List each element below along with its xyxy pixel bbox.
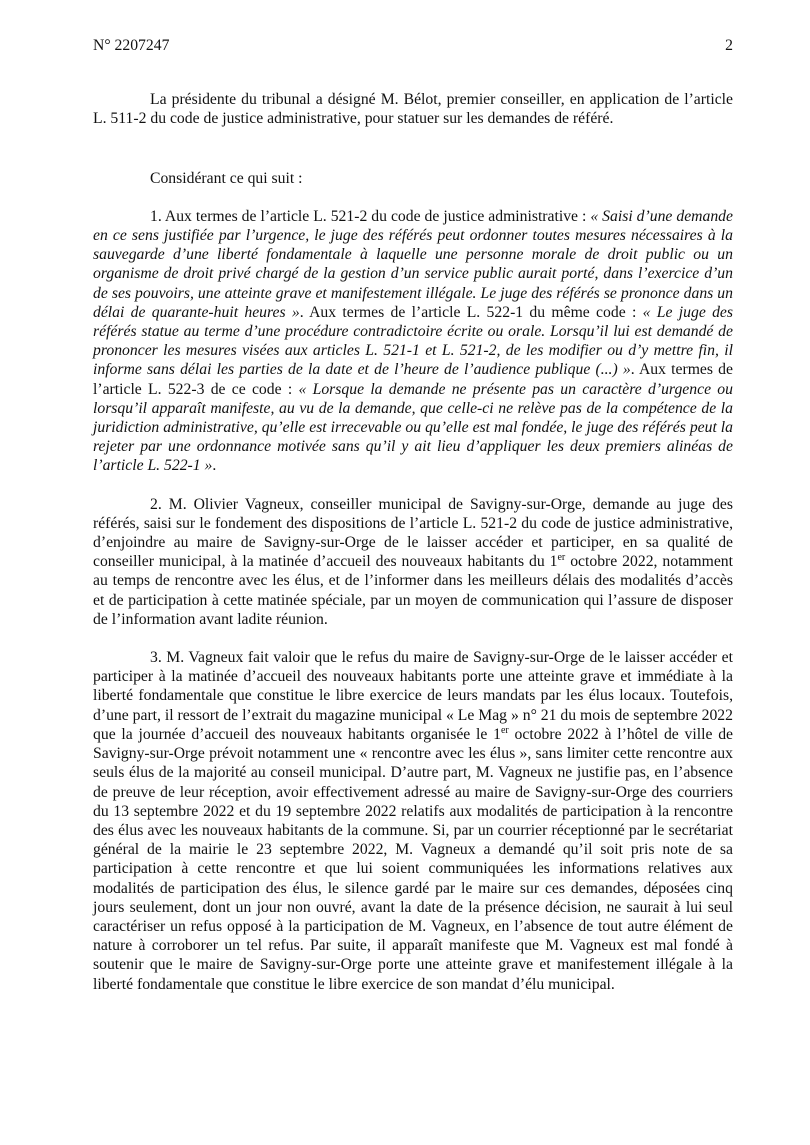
paragraph-1-text: . Aux termes de l’article L. 522-1 du même code : [299,303,643,321]
paragraph-1-text: 1. Aux termes de l’article L. 521-2 du code de justice administrative : [150,207,591,225]
paragraph-2-text: 2. M. Olivier Vagneux, conseiller municipal de Savigny-sur-Orge, demande au juge des référés, saisi sur le fondement des dispositions de l’article L. 521-2 du code de justice administrative, d’enjoindre au maire de Savigny-sur-Orge de le laisser accéder et participer, en sa qualité de conseiller municipal, à la matinée d’accueil des nouveaux habitants du 1 [93,495,733,571]
paragraph-1-text: . [212,457,217,475]
paragraph-3-text: octobre 2022 à l’hôtel de ville de Savigny-sur-Orge prévoit notamment une « rencontre avec les élus », sans limiter cette rencontre aux seuls élus de la majorité au conseil municipal. D’autre part, M. Vagneux ne justifie pas, en l’absence de preuve de leur réception, avoir effectivement adressé au maire de Savigny-sur-Orge des courriers du 13 septembre 2022 et du 19 septembre 2022 relatifs aux modalités de participation à la rencontre des élus avec les nouveaux habitants de la commune. Si, par un courrier réceptionné par le secrétariat général de la mairie le 23 septembre 2022, M. Vagneux a demandé qu’il soit pris note de sa participation à cette rencontre et que lui soient communiquées les informations relatives aux modalités de participation des élus, le silence gardé par le maire sur ces demandes, déposées cinq jours seulement, dont un jour non ouvré, avant la date de la présence décision, ne saurait à lui seul caractériser un refus opposé à la participation de M. Vagneux, en l’absence de tout autre élément de nature à corroborer un tel refus. Par suite, il apparaît manifeste que M. Vagneux est mal fondé à soutenir que le maire de Savigny-sur-Orge porte une atteinte grave et manifestement illégale à la liberté fondamentale que constitue le libre exercice de son mandat d’élu municipal. [93,725,733,993]
statute-quote-l522-3: « Lorsque la demande ne présente pas un caractère d’urgence ou lorsqu’il apparaît manifeste, au vu de la demande, que celle-ci ne relève pas de la compétence de la juridiction administrative, qu’elle est irrecevable ou qu’elle est mal fondée, le juge des référés peut la rejeter par une ordonnance motivée sans qu’il y ait lieu d’appliquer les deux premiers alinéas de l’article L. 522-1 » [93,380,733,475]
paragraph-2 [93,495,733,629]
page-header [93,36,733,55]
paragraph-1-text: . Aux termes de l’article L. 522-3 de ce code : [93,361,733,398]
case-number: N° 2207247 [93,37,170,54]
paragraph-3 [93,648,733,994]
intro-paragraph: La présidente du tribunal a désigné M. Bélot, premier conseiller, en application de l’article L. 511-2 du code de justice administrative, pour statuer sur les demandes de référé. [93,91,733,128]
paragraph-1 [93,207,733,476]
statute-quote-l521-2: « Saisi d’une demande en ce sens justifiée par l’urgence, le juge des référés peut ordonner toutes mesures nécessaires à la sauvegarde d’une liberté fondamentale à laquelle une personne morale de droit public ou un organisme de droit privé chargé de la gestion d’un service public aurait porté, dans l’exercice d’un de ses pouvoirs, une atteinte grave et manifestement illégale. Le juge des référés se prononce dans un délai de quarante-huit heures » [93,207,733,321]
considering-heading: Considérant ce qui suit : [150,169,303,187]
ordinal-superscript: er [500,724,509,736]
paragraph-2-text: octobre 2022, notamment au temps de rencontre avec les élus, et de l’informer dans les meilleurs délais des modalités d’accès et de participation à cette matinée spéciale, par un moyen de communication qui l’assure de disposer de l’information avant ladite réunion. [93,553,733,628]
document-body [93,90,733,994]
ordinal-superscript: er [557,552,566,564]
statute-quote-l522-1: « Le juge des référés statue au terme d’une procédure contradictoire écrite ou orale. Lorsqu’il lui est demandé de prononcer les mesures visées aux articles L. 521-1 et L. 521-2, de les modifier ou d’y mettre fin, il informe sans délai les parties de la date et de l’heure de l’audience publique (...) » [93,303,733,379]
paragraph-3-text: 3. M. Vagneux fait valoir que le refus du maire de Savigny-sur-Orge de le laisser accéder et participer à la matinée d’accueil des nouveaux habitants porte une atteinte grave et immédiate à la liberté fondamentale que constitue le libre exercice de leurs mandats par les élus locaux. Toutefois, d’une part, il ressort de l’extrait du magazine municipal « Le Mag » n° 21 du mois de septembre 2022 que la journée d’accueil des nouveaux habitants organisée le 1 [93,649,733,743]
page-number: 2 [725,37,733,54]
